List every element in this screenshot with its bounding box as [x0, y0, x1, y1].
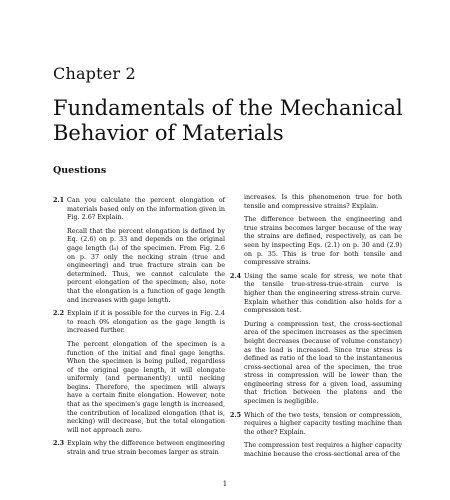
question-text: Which of the two tests, tension or compression, requires a higher capacity testing machine than the other? Explain.: [244, 410, 402, 436]
chapter-label: Chapter 2: [53, 64, 136, 83]
right-column: [230, 193, 402, 459]
chapter-title: Fundamentals of the Mechanical Behavior of Materials: [53, 96, 403, 145]
question-item: [53, 309, 225, 434]
question-text: Explain if it is possible for the curves in Fig. 2.4 to reach 0% elongation as the gage length is increased further.: [67, 309, 225, 335]
answer-paragraph: The compression test requires a higher capacity machine because the cross-sectional area of the: [244, 441, 402, 459]
question-item: [230, 272, 402, 406]
question-text: Explain why the difference between engineering strain and true strain becomes larger as strain: [67, 439, 225, 457]
answer-paragraph: The percent elongation of the specimen is a function of the initial and final gage lengths. When the specimen is being pulled, regardless of the original gage length, it will elongate uniformly (and permanently) until necking begins. Therefore, the specimen will always have a certain finite elongation. However, note that as the specimen's gage length is increased, the contribution of localized elongation (that is, necking) will decrease, but the total elongation will not approach zero.: [67, 339, 225, 434]
question-number: 2.5: [230, 410, 242, 419]
question-number: 2.4: [230, 271, 242, 280]
section-heading: Questions: [53, 165, 107, 176]
question-number: 2.1: [53, 196, 65, 204]
question-item: [53, 196, 225, 304]
question-continuation: [230, 193, 402, 267]
question-item: [230, 411, 402, 459]
question-number: 2.3: [53, 439, 65, 448]
question-number: 2.2: [53, 309, 65, 318]
answer-paragraph: Recall that the percent elongation is defined by Eq. (2.6) on p. 33 and depends on the original gage length (l₀) of the specimen. From Fig. 2.6 on p. 37 only the necking strain (true and engineering) and true fracture strain can be determined. Thus, we cannot calculate the percent elongation of the specimen; also, note that the elongation is a function of gage length and increases with gage length.: [67, 226, 225, 304]
question-item: [53, 439, 225, 456]
question-text: increases. Is this phenomenon true for both tensile and compressive strains? Explain.: [244, 193, 402, 210]
answer-paragraph: During a compression test, the cross-sectional area of the specimen increases as the specimen height decreases (because of volume constancy) as the load is increased. Since true stress is defined as ratio of the load to the instantaneous cross-sectional area of the specimen, the true stress in compression will be lower than the engineering stress for a given load, assuming that friction between the platens and the specimen is negligible.: [244, 319, 402, 406]
page-number: 1: [222, 480, 228, 488]
left-column: [53, 196, 225, 457]
answer-paragraph: The difference between the engineering and true strains becomes larger because of the way the strains are defined, respectively, as can be seen by inspecting Eqs. (2.1) on p. 30 and (2.9) on p. 35. This is true for both tensile and compressive strains.: [244, 215, 402, 267]
question-text: Using the same scale for stress, we note that the tensile true-stress-true-strain curve is higher than the engineering stress-strain curve. Explain whether this condition also holds for a compression test.: [244, 271, 402, 315]
question-text: Can you calculate the percent elongation of materials based only on the information given in Fig. 2.6? Explain.: [67, 196, 225, 222]
